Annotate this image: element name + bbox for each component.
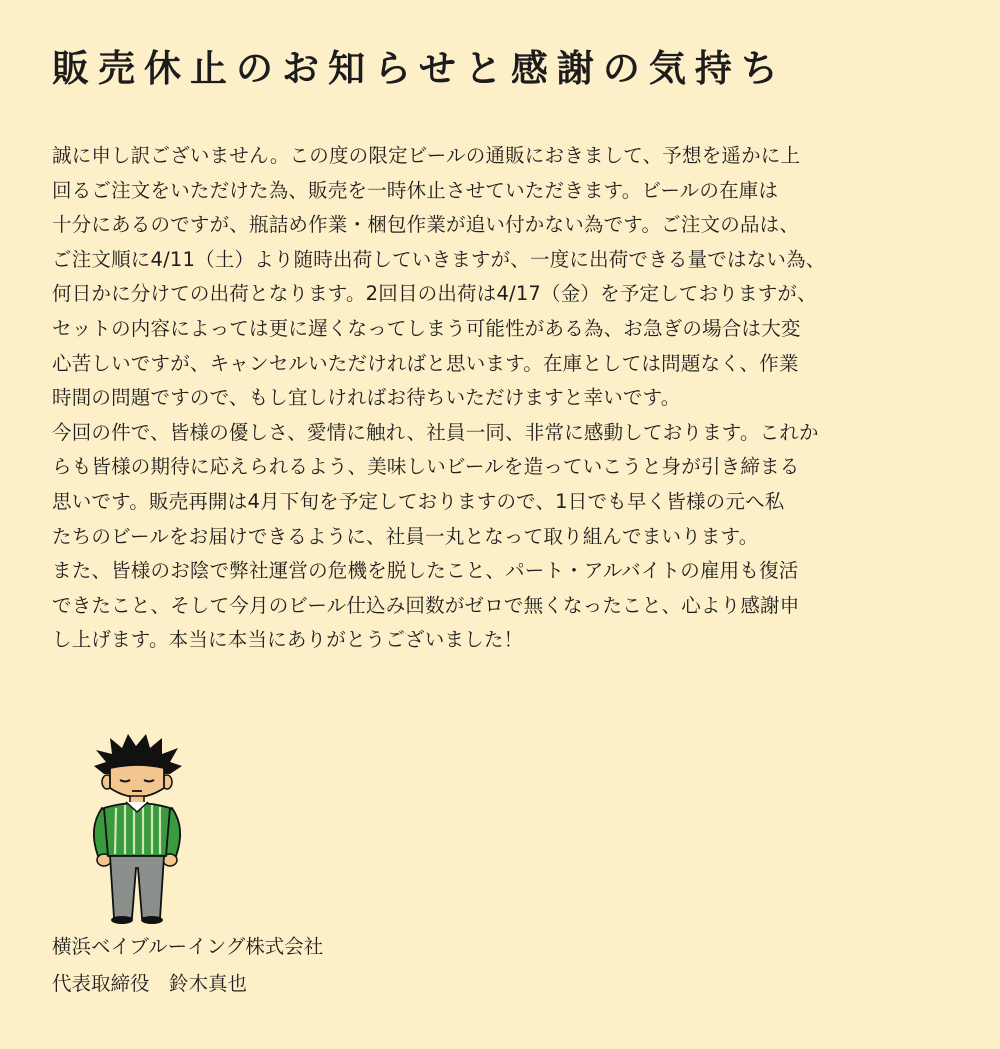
pants	[110, 856, 164, 918]
signature-block	[52, 928, 323, 1002]
body-line: らも皆様の期待に応えられるよう、美味しいビールを造っていこうと身が引き締まる	[52, 455, 800, 479]
body-line: 今回の件で、皆様の優しさ、愛情に触れ、社員一同、非常に感動しております。これか	[52, 420, 819, 444]
body-line: たちのビールをお届けできるように、社員一丸となって取り組んでまいります。	[52, 524, 759, 548]
body-line: 誠に申し訳ございません。この度の限定ビールの通販におきまして、予想を遥かに上	[52, 144, 801, 167]
body-line: また、皆様のお陰で弊社運営の危機を脱したこと、パート・アルバイトの雇用も復活	[52, 559, 799, 583]
body-line: セットの内容によっては更に遅くなってしまう可能性がある為、お急ぎの場合は大変	[52, 316, 801, 340]
body-line: 時間の問題ですので、もし宜しければお待ちいただけますと幸いです。	[52, 386, 681, 410]
bowing-man-icon	[82, 732, 192, 924]
body-line: 十分にあるのですが、瓶詰め作業・梱包作業が追い付かない為です。ご注文の品は、	[52, 213, 800, 237]
body-line: し上げます。本当に本当にありがとうございました！	[52, 628, 524, 652]
body-line: 心苦しいですが、キャンセルいただければと思います。在庫としては問題なく、作業	[52, 351, 799, 375]
representative-name: 代表取締役 鈴木真也	[52, 972, 248, 995]
notice-title: 販売休止のお知らせと感謝の気持ち	[52, 46, 787, 90]
right-shoe	[141, 916, 163, 924]
body-line: 何日かに分けての出荷となります。2回目の出荷は4/17（金）を予定しておりますが、	[52, 282, 817, 306]
face	[110, 765, 164, 797]
body-line: 回るご注文をいただけた為、販売を一時休止させていただきます。ビールの在庫は	[52, 178, 779, 202]
body-line: ご注文順に4/11（土）より随時出荷していきますが、一度に出荷できる量ではない為、	[52, 247, 826, 271]
notice-body	[52, 139, 952, 658]
body-line: できたこと、そして今月のビール仕込み回数がゼロで無くなったこと、心より感謝申	[52, 593, 800, 617]
body-line: 思いです。販売再開は4月下旬を予定しておりますので、1日でも早く皆様の元へ私	[52, 489, 785, 513]
company-name: 横浜ベイブルーイング株式会社	[52, 935, 324, 958]
left-shoe	[111, 916, 133, 924]
